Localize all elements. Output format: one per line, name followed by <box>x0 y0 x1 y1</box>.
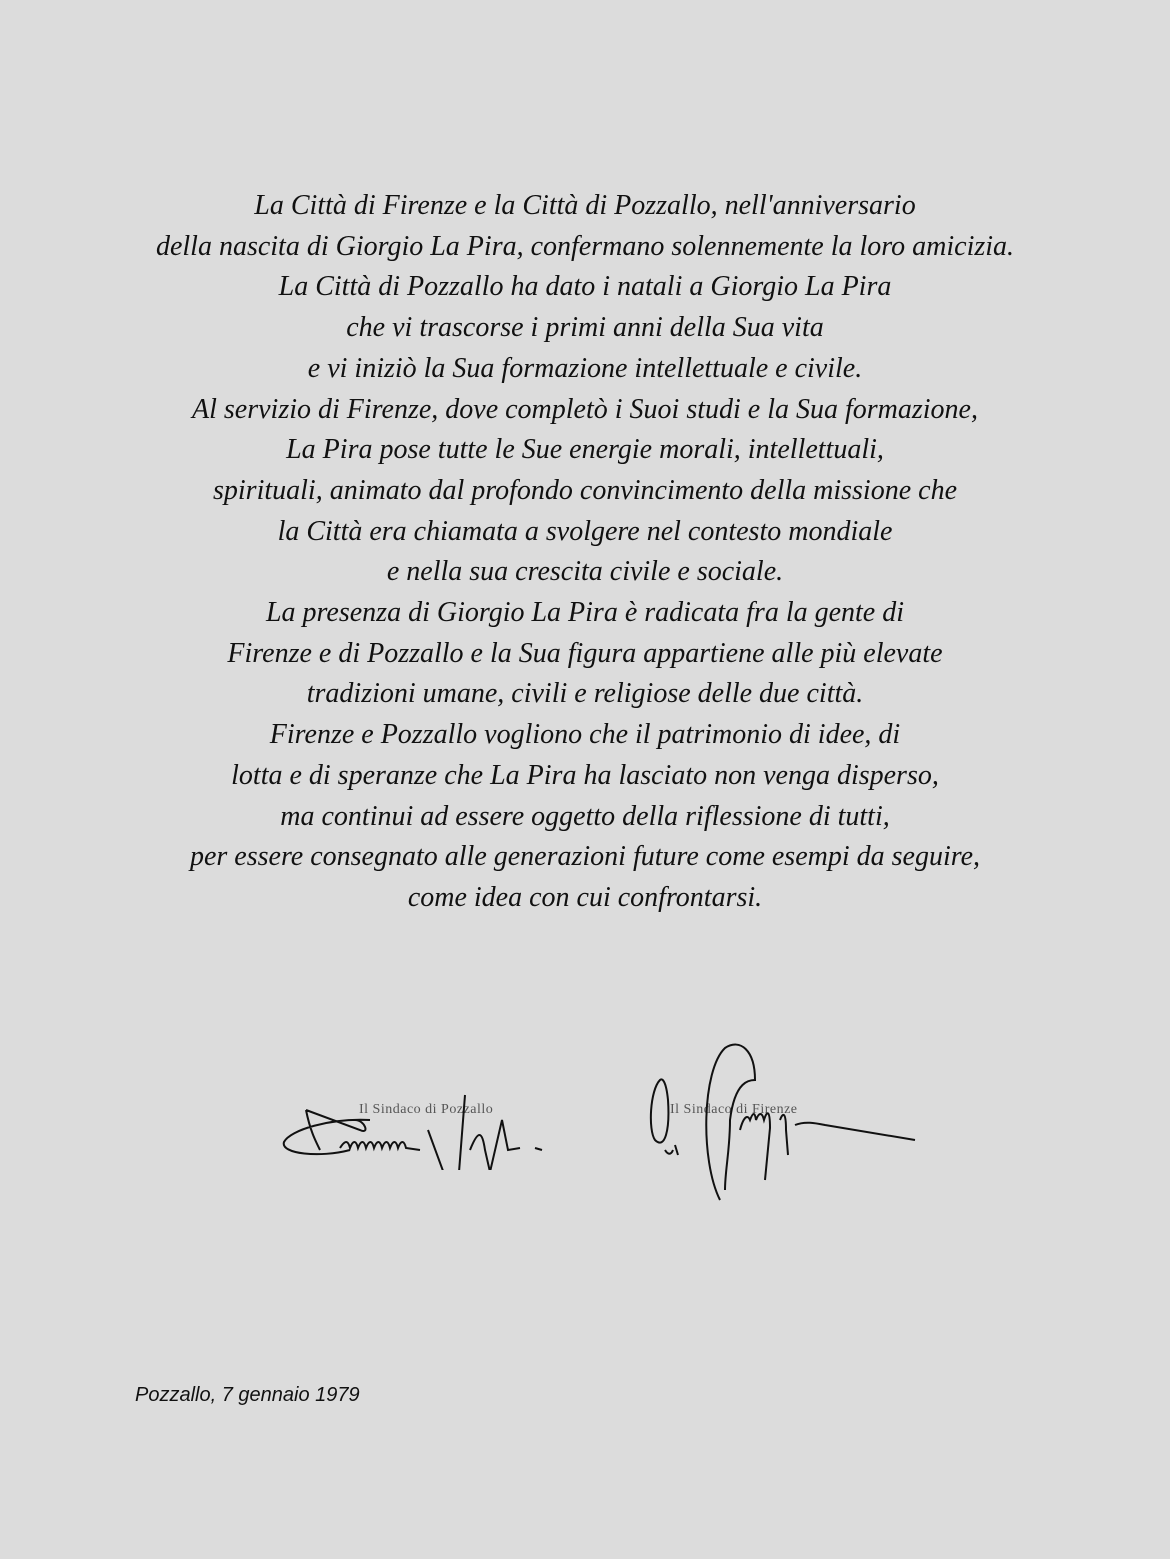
text-line: e nella sua crescita civile e sociale. <box>386 556 784 588</box>
text-line: Al servizio di Firenze, dove completò i Suoi studi e la Sua formazione, <box>192 393 978 425</box>
text-line: Firenze e di Pozzallo e la Sua figura appartiene alle più elevate <box>227 637 943 669</box>
signature-label-pozzallo: Il Sindaco di Pozzallo <box>359 1102 494 1117</box>
signature-label-firenze: Il Sindaco di Firenze <box>670 1102 798 1117</box>
text-line: La Città di Firenze e la Città di Pozzallo, nell'anniversario <box>254 190 916 221</box>
text-line: per essere consegnato alle generazioni future come esempi da seguire, <box>189 841 981 873</box>
declaration-text <box>0 186 1170 919</box>
text-line: lotta e di speranze che La Pira ha lasciato non venga disperso, <box>231 759 939 791</box>
text-line: La Pira pose tutte le Sue energie morali, intellettuali, <box>286 434 884 466</box>
text-line: e vi iniziò la Sua formazione intellettuale e civile. <box>307 352 863 384</box>
text-line: tradizioni umane, civili e religiose delle due città. <box>306 678 864 710</box>
text-line: La Città di Pozzallo ha dato i natali a Giorgio La Pira <box>278 271 892 303</box>
text-line: La presenza di Giorgio La Pira è radicata fra la gente di <box>265 597 905 629</box>
signature-firenze <box>630 1040 920 1210</box>
text-line: della nascita di Giorgio La Pira, confermano solennemente la loro amicizia. <box>155 230 1015 262</box>
text-line: Firenze e Pozzallo vogliono che il patrimonio di idee, di <box>269 719 901 751</box>
text-line: spirituali, animato dal profondo convincimento della missione che <box>213 474 957 506</box>
text-line: che vi trascorse i primi anni della Sua vita <box>346 312 824 344</box>
signature-pozzallo <box>270 1080 600 1170</box>
text-line: come idea con cui confrontarsi. <box>407 881 763 913</box>
text-line: la Città era chiamata a svolgere nel contesto mondiale <box>277 515 893 547</box>
date-place: Pozzallo, 7 gennaio 1979 <box>135 1384 360 1406</box>
text-line: ma continui ad essere oggetto della riflessione di tutti, <box>280 800 890 832</box>
